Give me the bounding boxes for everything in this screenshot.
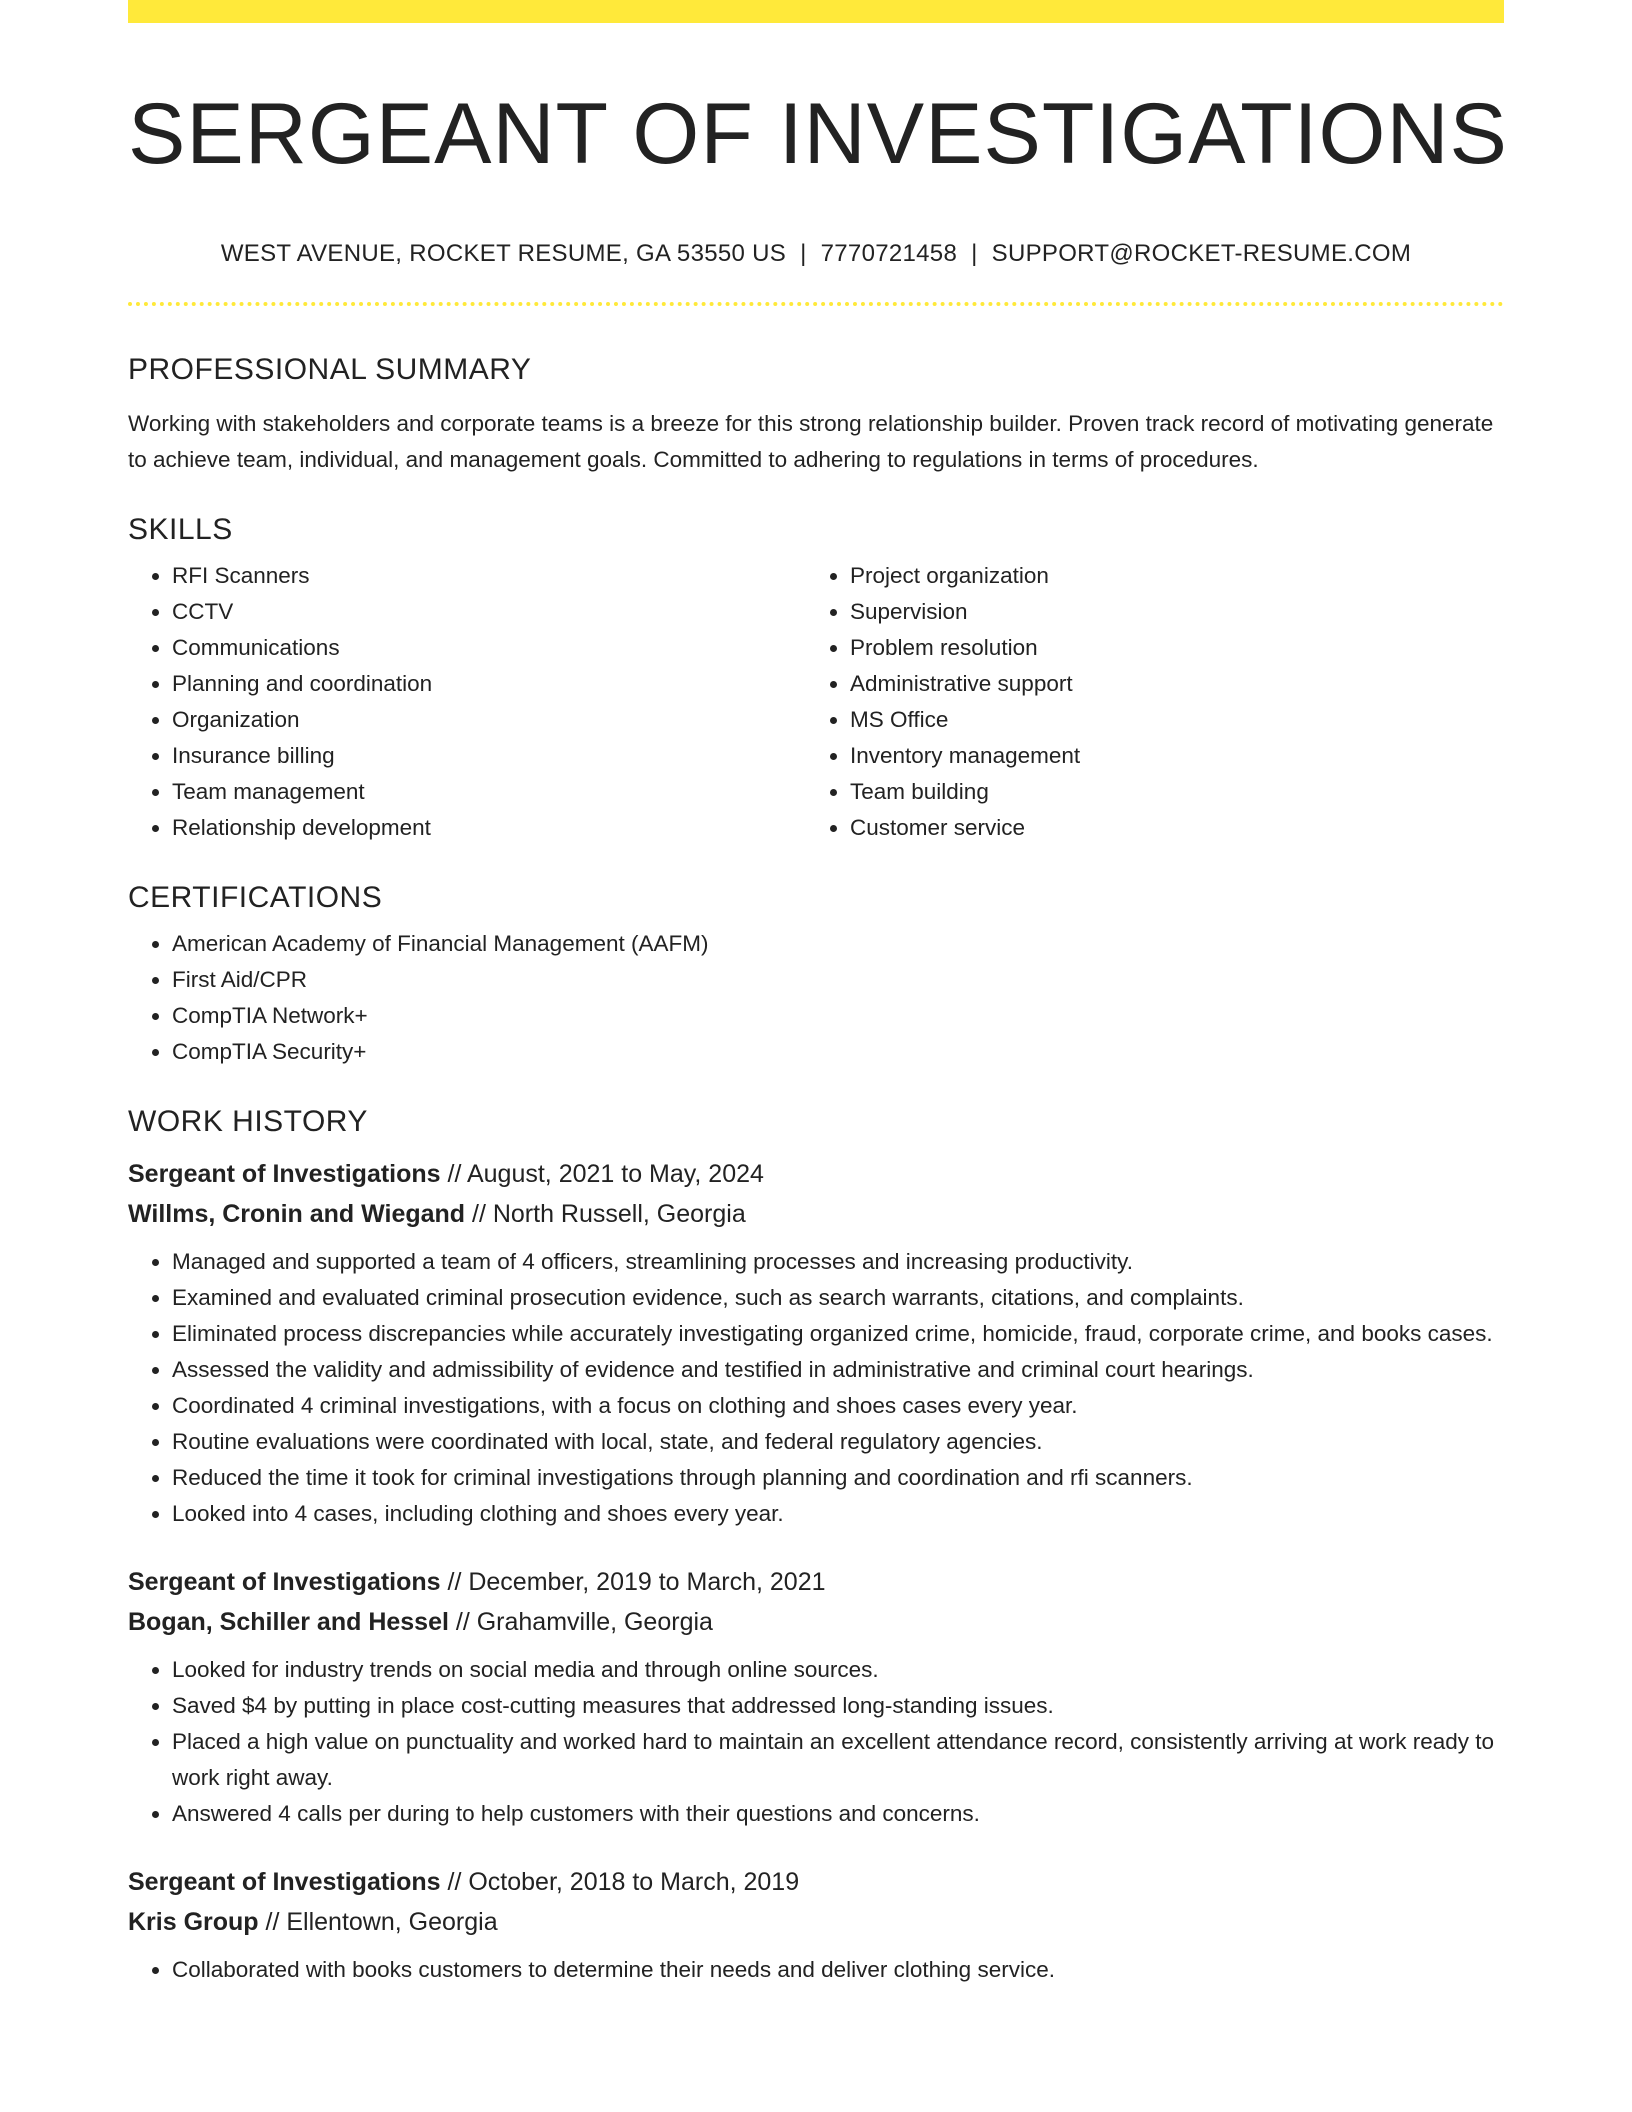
job-dates: // October, 2018 to March, 2019: [440, 1868, 800, 1897]
job-bullet: • Coordinated 4 criminal investigations, with a focus on clothing and shoes cases every year.: [172, 1388, 1504, 1424]
skill-item: • Team building: [850, 774, 1484, 810]
job-entry: [128, 1154, 1504, 1532]
skill-item: • Relationship development: [172, 810, 806, 846]
job-bullet: • Answered 4 calls per during to help customers with their questions and concerns.: [172, 1796, 1504, 1832]
skill-item: • Administrative support: [850, 666, 1484, 702]
skills-columns: [128, 548, 1504, 846]
job-company-line: [128, 1602, 1504, 1642]
skill-item: • Planning and coordination: [172, 666, 806, 702]
certification-item: • CompTIA Security+: [172, 1034, 1504, 1070]
job-entry: [128, 1562, 1504, 1832]
skill-item: • CCTV: [172, 594, 806, 630]
contact-line: [128, 240, 1504, 268]
summary-section: [128, 352, 1504, 478]
job-company: Willms, Cronin and Wiegand: [128, 1200, 466, 1229]
job-title-line: [128, 1154, 1504, 1194]
skill-item: • Insurance billing: [172, 738, 806, 774]
contact-address: WEST AVENUE, ROCKET RESUME, GA 53550 US: [220, 240, 787, 268]
job-bullet: • Looked into 4 cases, including clothing and shoes every year.: [172, 1496, 1504, 1532]
resume-title: SERGEANT OF INVESTIGATIONS: [128, 86, 1508, 182]
job-bullet: • Managed and supported a team of 4 officers, streamlining processes and increasing productivity.: [172, 1244, 1504, 1280]
contact-separator: |: [971, 240, 978, 268]
skill-item: • RFI Scanners: [172, 558, 806, 594]
job-entry: [128, 1862, 1504, 1988]
job-bullet: • Routine evaluations were coordinated with local, state, and federal regulatory agencies.: [172, 1424, 1504, 1460]
skills-list-left: [128, 558, 806, 846]
skill-item: • Communications: [172, 630, 806, 666]
job-bullets: [128, 1652, 1504, 1832]
skill-item: • Inventory management: [850, 738, 1484, 774]
job-location: // Ellentown, Georgia: [258, 1908, 498, 1937]
section-heading: SKILLS: [128, 513, 233, 547]
job-bullet: • Reduced the time it took for criminal investigations through planning and coordination and rfi scanners.: [172, 1460, 1504, 1496]
summary-text: Working with stakeholders and corporate teams is a breeze for this strong relationship builder. Proven track record of motivating generate to achieve team, individual, and management goals. Committed to adhering to regulations in terms of procedures.: [128, 411, 1494, 473]
job-bullet: • Collaborated with books customers to determine their needs and deliver clothing service.: [172, 1952, 1504, 1988]
section-heading: WORK HISTORY: [128, 1105, 368, 1139]
skills-section: [128, 512, 1504, 846]
skill-item: • Team management: [172, 774, 806, 810]
header-divider: [128, 302, 1504, 306]
job-title-line: [128, 1562, 1504, 1602]
certification-item: • CompTIA Network+: [172, 998, 1504, 1034]
job-role: Sergeant of Investigations: [128, 1868, 441, 1897]
job-company-line: [128, 1902, 1504, 1942]
work-history-section: [128, 1104, 1504, 1988]
certification-item: • American Academy of Financial Management (AAFM): [172, 926, 1504, 962]
section-heading: CERTIFICATIONS: [128, 881, 383, 915]
job-dates: // August, 2021 to May, 2024: [440, 1160, 764, 1189]
contact-email: SUPPORT@ROCKET-RESUME.COM: [991, 240, 1412, 268]
job-bullet: • Eliminated process discrepancies while accurately investigating organized crime, homicide, fraud, corporate crime, and books cases.: [172, 1316, 1504, 1352]
skill-item: • MS Office: [850, 702, 1484, 738]
job-bullets: [128, 1244, 1504, 1532]
certifications-section: [128, 880, 1504, 1070]
job-title-line: [128, 1862, 1504, 1902]
job-bullet: • Assessed the validity and admissibility of evidence and testified in administrative and criminal court hearings.: [172, 1352, 1504, 1388]
skills-list-right: [806, 558, 1484, 846]
contact-separator: |: [800, 240, 807, 268]
job-bullet: • Looked for industry trends on social media and through online sources.: [172, 1652, 1504, 1688]
skill-item: • Organization: [172, 702, 806, 738]
job-bullet: • Saved $4 by putting in place cost-cutting measures that addressed long-standing issues.: [172, 1688, 1504, 1724]
section-heading: PROFESSIONAL SUMMARY: [128, 353, 532, 387]
contact-phone: 7770721458: [820, 240, 958, 268]
job-bullet: • Examined and evaluated criminal prosecution evidence, such as search warrants, citations, and complaints.: [172, 1280, 1504, 1316]
job-role: Sergeant of Investigations: [128, 1568, 441, 1597]
certifications-list: [128, 926, 1504, 1070]
certification-item: • First Aid/CPR: [172, 962, 1504, 998]
skill-item: • Project organization: [850, 558, 1484, 594]
job-role: Sergeant of Investigations: [128, 1160, 441, 1189]
skill-item: • Problem resolution: [850, 630, 1484, 666]
job-company-line: [128, 1194, 1504, 1234]
job-location: // North Russell, Georgia: [465, 1200, 746, 1229]
job-bullets: [128, 1952, 1504, 1988]
resume-page: [128, 0, 1508, 1988]
skill-item: • Customer service: [850, 810, 1484, 846]
job-company: Bogan, Schiller and Hessel: [128, 1608, 449, 1637]
job-company: Kris Group: [128, 1908, 259, 1937]
top-accent-bar: [128, 0, 1504, 23]
job-bullet: • Placed a high value on punctuality and worked hard to maintain an excellent attendance record, consistently arriving at work ready to work right away.: [172, 1724, 1504, 1796]
job-location: // Grahamville, Georgia: [448, 1608, 713, 1637]
skill-item: • Supervision: [850, 594, 1484, 630]
job-dates: // December, 2019 to March, 2021: [440, 1568, 826, 1597]
